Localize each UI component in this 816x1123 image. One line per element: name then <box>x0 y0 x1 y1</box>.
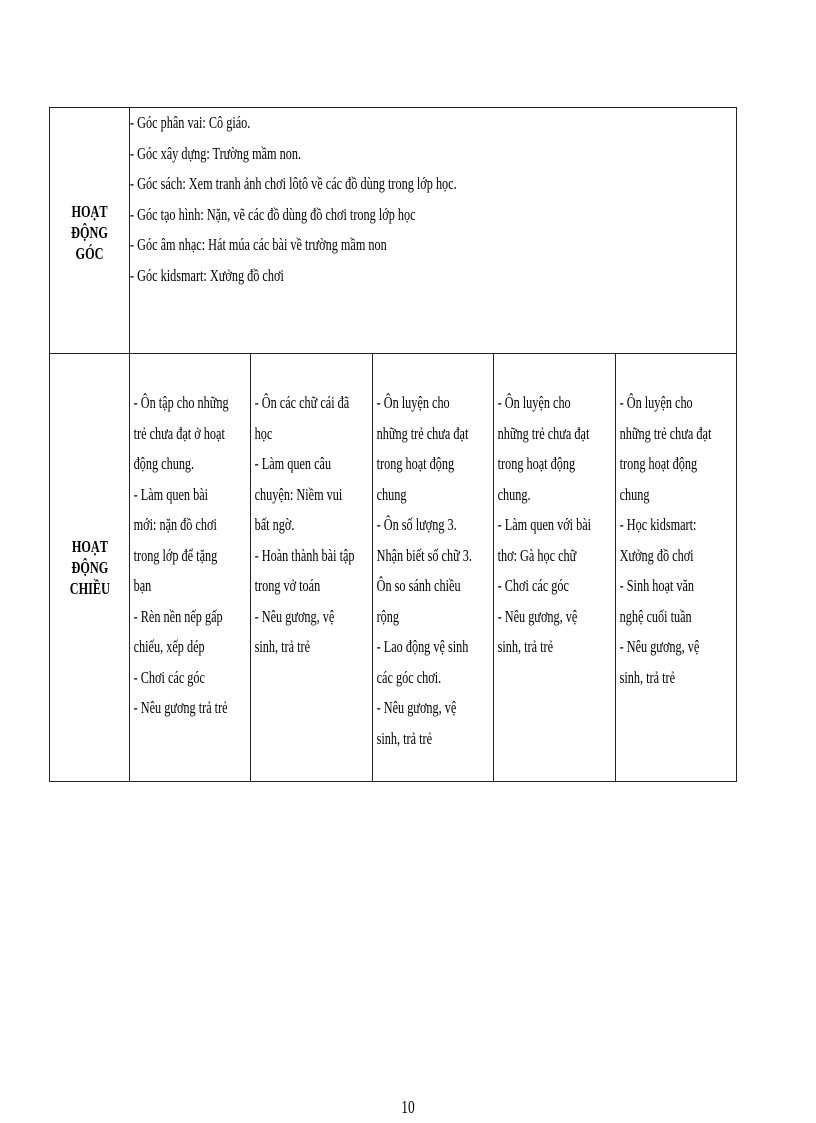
chieu-line: những trẻ chưa đạt <box>376 423 469 443</box>
chieu-line: bất ngờ. <box>254 515 295 535</box>
chieu-line: bạn <box>133 576 152 596</box>
chieu-line: những trẻ chưa đạt <box>619 423 711 443</box>
chieu-line: trong hoạt động <box>497 454 576 474</box>
chieu-line: sinh, trả trẻ <box>254 637 311 657</box>
goc-item: - Góc tạo hình: Nặn, vẽ các đồ dùng đồ chơi trong lớp học <box>130 204 416 224</box>
chieu-day-content <box>251 354 371 663</box>
goc-item: - Góc âm nhạc: Hát múa các bài về trường mầm non <box>130 235 387 254</box>
chieu-line: - Sinh hoạt văn <box>619 576 694 596</box>
chieu-line: nghệ cuối tuần <box>619 606 692 626</box>
chieu-day-content <box>494 354 614 663</box>
chieu-line: - Rèn nền nếp gấp <box>133 606 223 626</box>
chieu-line: Ôn so sánh chiều <box>376 576 461 596</box>
chieu-day-content <box>130 354 250 724</box>
chieu-line: - Làm quen câu <box>254 454 332 474</box>
chieu-line: - Học kidsmart: <box>619 515 696 535</box>
goc-item: - Góc kidsmart: Xưởng đồ chơi <box>130 265 284 285</box>
chieu-line: trong hoạt động <box>376 454 454 474</box>
goc-item: - Góc sách: Xem tranh ảnh chơi lôtô về các đồ dùng trong lớp học. <box>130 174 457 193</box>
chieu-day-cell <box>251 354 372 782</box>
goc-content-cell <box>130 108 737 354</box>
chieu-day-cell <box>615 354 736 782</box>
chieu-line: rộng <box>376 606 399 626</box>
chieu-line: Nhận biết số chữ 3. <box>376 545 472 565</box>
chieu-line: Xưởng đồ chơi <box>619 545 694 565</box>
chieu-line: - Nêu gương, vệ <box>254 606 335 626</box>
chieu-line: - Nêu gương, vệ <box>497 606 578 626</box>
chieu-day-cell <box>130 354 251 782</box>
row-label-hoat-dong-goc: HOẠT ĐỘNG GÓC <box>71 202 108 264</box>
chieu-line: trong vở toán <box>254 576 321 596</box>
chieu-line: - Ôn luyện cho <box>497 393 571 413</box>
chieu-line: sinh, trả trẻ <box>376 728 432 748</box>
chieu-line: - Chơi các góc <box>497 576 570 596</box>
schedule-table <box>49 107 737 782</box>
chieu-line: - Làm quen với bài <box>497 515 592 535</box>
chieu-line: trong lớp để tặng <box>133 545 218 565</box>
row-hoat-dong-goc <box>50 108 737 354</box>
page-number-container <box>0 1097 816 1118</box>
chieu-line: sinh, trả trẻ <box>497 637 554 657</box>
chieu-line: mới: nặn đồ chơi <box>133 515 217 535</box>
chieu-line: - Làm quen bài <box>133 484 209 504</box>
row-hoat-dong-chieu <box>50 354 737 782</box>
chieu-line: thơ: Gà học chữ <box>497 545 577 565</box>
chieu-line: chung <box>619 484 650 504</box>
chieu-line: chiếu, xếp dép <box>133 637 205 657</box>
chieu-line: chung. <box>497 484 531 504</box>
chieu-line: những trẻ chưa đạt <box>497 423 590 443</box>
chieu-line: trong hoạt động <box>619 454 697 474</box>
chieu-line: - Nêu gương, vệ <box>376 698 457 718</box>
chieu-day-cell <box>494 354 615 782</box>
chieu-day-content <box>616 354 736 693</box>
chieu-day-content <box>373 354 493 754</box>
chieu-line: - Ôn luyện cho <box>376 393 450 413</box>
goc-item: - Góc phân vai: Cô giáo. <box>130 113 251 132</box>
chieu-line: - Chơi các góc <box>133 667 205 687</box>
chieu-line: - Ôn tập cho những <box>133 393 229 413</box>
goc-item: - Góc xây dựng: Trường mầm non. <box>130 143 302 163</box>
chieu-line: các góc chơi. <box>376 667 441 687</box>
label-cell-chieu <box>50 354 130 782</box>
chieu-line: - Ôn các chữ cái đã <box>254 393 350 413</box>
page-number: 10 <box>401 1097 415 1117</box>
chieu-line: - Ôn luyện cho <box>619 393 693 413</box>
chieu-line: chung <box>376 484 407 504</box>
chieu-line: - Lao động vệ sinh <box>376 637 469 657</box>
chieu-line: động chung. <box>133 454 195 474</box>
chieu-line: - Nêu gương, vệ <box>619 637 699 657</box>
chieu-line: trẻ chưa đạt ở hoạt <box>133 423 225 443</box>
row-label-hoat-dong-chieu: HOẠT ĐỘNG CHIỀU <box>69 537 110 599</box>
chieu-line: học <box>254 423 273 443</box>
chieu-day-cell <box>372 354 493 782</box>
chieu-line: sinh, trả trẻ <box>619 667 675 687</box>
chieu-line: - Ôn số lượng 3. <box>376 515 457 535</box>
chieu-line: chuyện: Niềm vui <box>254 484 343 504</box>
chieu-line: - Nêu gương trả trẻ <box>133 698 228 718</box>
chieu-line: - Hoàn thành bài tập <box>254 545 355 565</box>
label-cell-goc <box>50 108 130 354</box>
